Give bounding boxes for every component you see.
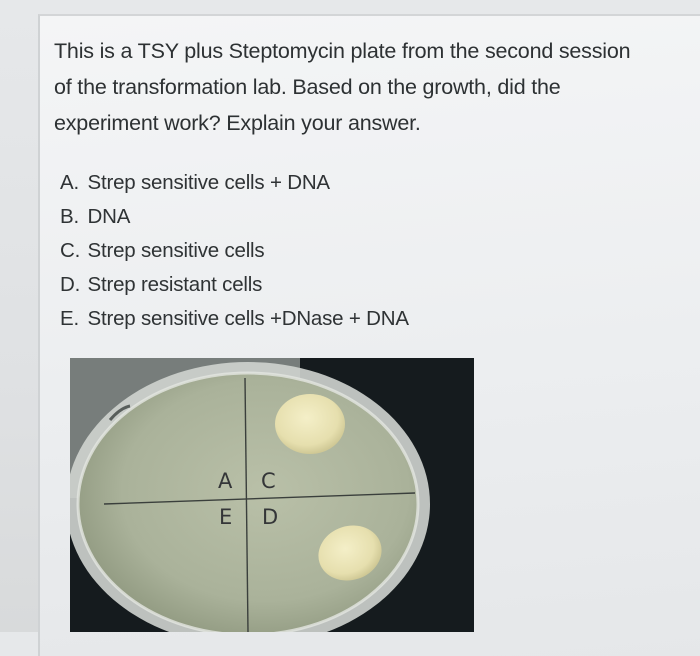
option-letter: D. — [60, 273, 81, 296]
plate-label-c: C — [261, 469, 276, 493]
option-letter: A. — [60, 171, 79, 194]
option-letter: B. — [60, 205, 79, 228]
option-e — [60, 302, 409, 336]
option-letter: C. — [60, 239, 81, 262]
question-line-1: This is a TSY plus Steptomycin plate from the second session — [54, 39, 631, 63]
colony-c — [275, 394, 345, 454]
option-letter: E. — [60, 307, 79, 330]
option-text: Strep sensitive cells + DNA — [87, 171, 330, 194]
option-a — [60, 166, 409, 200]
option-b — [60, 200, 409, 234]
question-line-3: experiment work? Explain your answer. — [54, 111, 421, 135]
option-c — [60, 234, 409, 268]
petri-plate-photo — [70, 358, 474, 632]
option-text: Strep resistant cells — [87, 273, 263, 296]
option-text: Strep sensitive cells +DNase + DNA — [87, 307, 409, 330]
plate-label-d: D — [262, 505, 279, 529]
option-text: DNA — [87, 205, 131, 228]
plate-label-a: A — [218, 469, 233, 493]
petri-plate-image — [70, 358, 474, 632]
question-text — [54, 33, 679, 141]
option-text: Strep sensitive cells — [87, 239, 265, 262]
question-line-2: of the transformation lab. Based on the growth, did the — [54, 75, 561, 99]
answer-options-list — [60, 166, 409, 336]
option-d — [60, 268, 409, 302]
plate-label-e: E — [219, 505, 233, 529]
